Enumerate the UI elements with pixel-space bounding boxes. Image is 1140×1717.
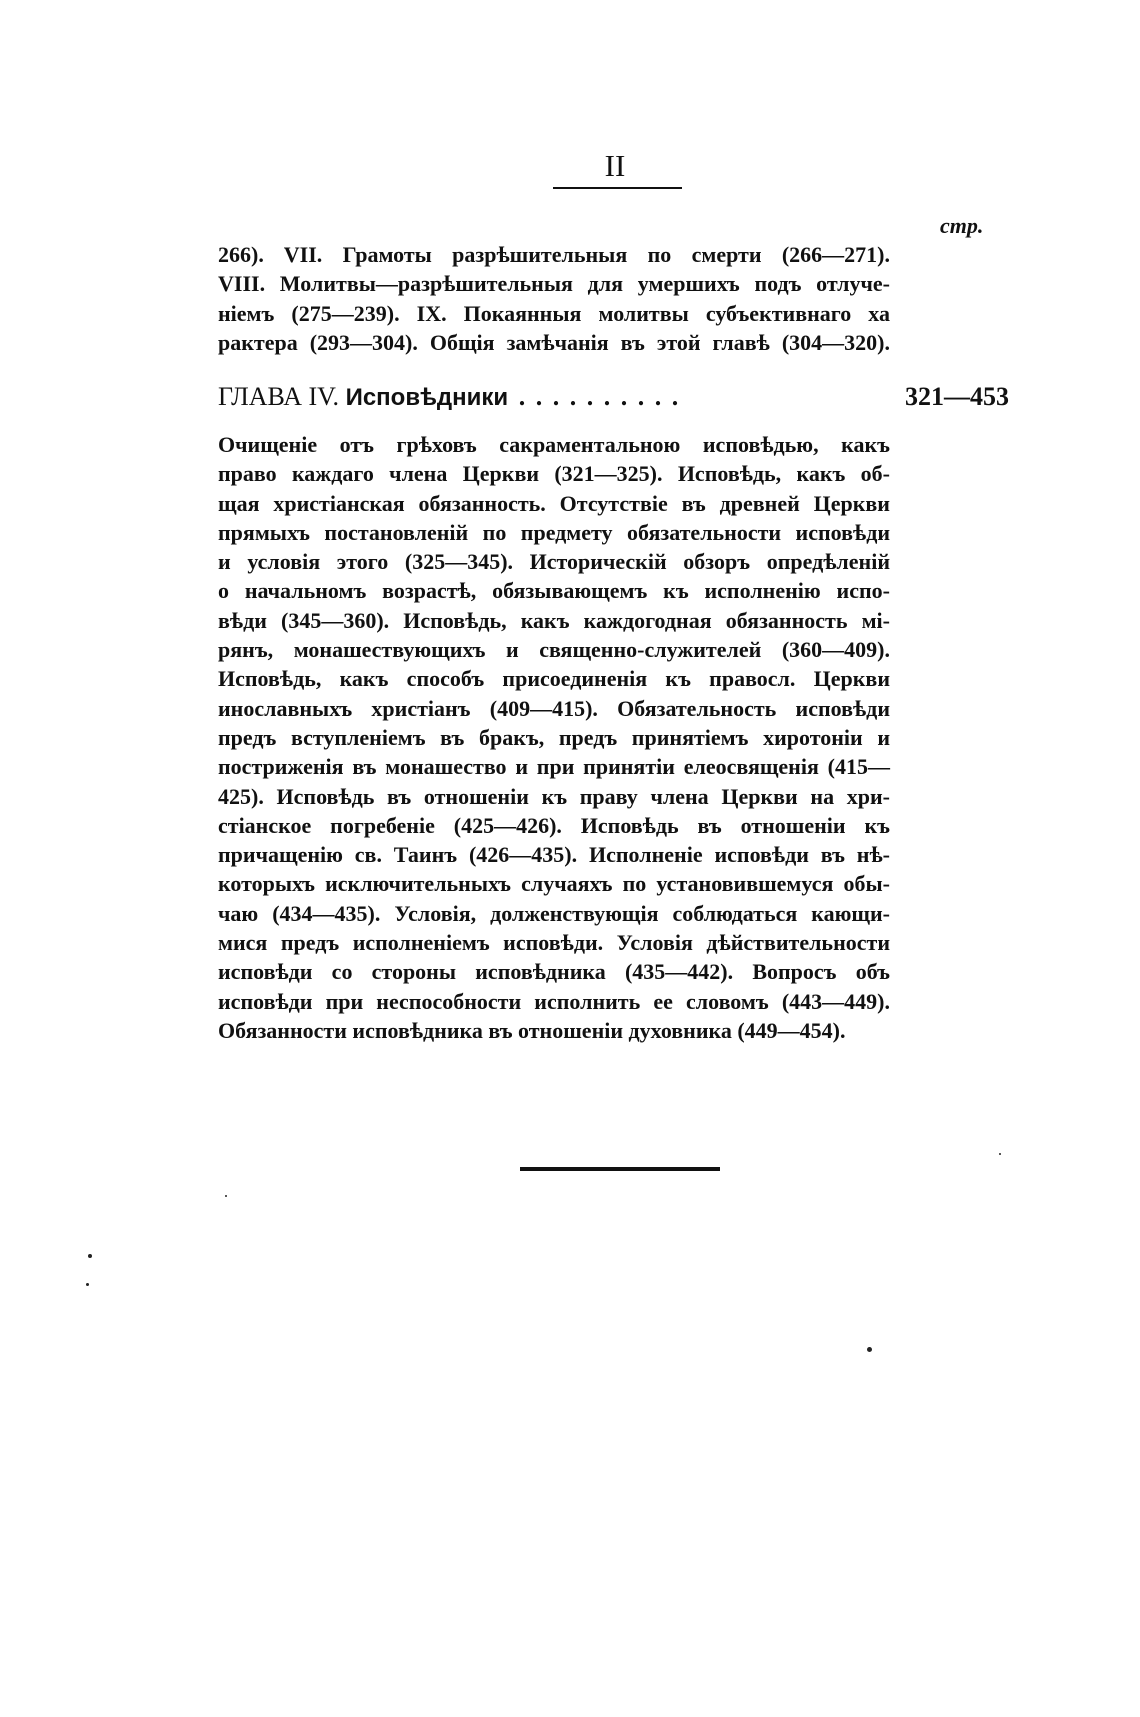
text-line: о начальномъ возрастѣ, обязывающемъ къ исполненію испо-	[218, 578, 890, 604]
scan-speck	[86, 1283, 89, 1286]
text-line: 425). Исповѣдь въ отношеніи къ праву члена Церкви на хри-	[218, 783, 890, 809]
chapter-page-range: 321—453	[905, 382, 1009, 411]
text-line: щая христіанская обязанность. Отсутствіе въ древней Церкви	[218, 490, 890, 516]
chapter-title: Исповѣдники	[345, 384, 509, 411]
page-number-rule	[553, 187, 682, 189]
chapter-label: ГЛАВА IV.	[218, 382, 340, 411]
text-line: 266). VII. Грамоты разрѣшительныя по смерти (266—271).	[218, 242, 890, 267]
text-line: вѣди (345—360). Исповѣдь, какъ каждогодная обязанность мі-	[218, 607, 890, 633]
continuation-paragraph	[218, 240, 890, 357]
text-line: и условія этого (325—345). Историческій обзоръ опредѣленій	[218, 549, 890, 575]
text-line: мися предъ исполненіемъ исповѣди. Условія дѣйствительности	[218, 930, 890, 956]
text-line: ніемъ (275—239). IX. Покаянныя молитвы субъективнаго ха	[218, 300, 890, 326]
text-line: исповѣди при неспособности исполнить ее словомъ (443—449).	[218, 988, 890, 1014]
text-line: Обязанности исповѣдника въ отношеніи духовника (449—454).	[218, 1017, 846, 1043]
scan-speck	[225, 1195, 227, 1197]
chapter-heading	[218, 380, 1018, 414]
text-line: предъ вступленіемъ въ бракъ, предъ принятіемъ хиротоніи и	[218, 724, 890, 750]
text-line: стіанское погребеніе (425—426). Исповѣдь въ отношеніи къ	[218, 812, 890, 838]
text-line: право каждаго члена Церкви (321—325). Исповѣдь, какъ об-	[218, 461, 890, 487]
text-line: VIII. Молитвы—разрѣшительныя для умершихъ подъ отлуче-	[218, 271, 890, 297]
text-line: Очищеніе отъ грѣховъ сакраментальною исповѣдью, какъ	[218, 432, 890, 457]
scan-speck	[867, 1347, 872, 1352]
scan-speck	[999, 1153, 1001, 1155]
end-rule	[520, 1167, 720, 1171]
text-line: чаю (434—435). Условія, долженствующія соблюдаться кающи-	[218, 900, 890, 926]
text-line: Исповѣдь, какъ способъ присоединенія къ правосл. Церкви	[218, 666, 890, 692]
scan-speck	[88, 1254, 92, 1258]
page-number: II	[604, 148, 626, 183]
chapter-summary-paragraph	[218, 430, 890, 1045]
text-line: постриженія въ монашество и при принятіи елеосвященія (415—	[218, 754, 890, 780]
text-line: причащенію св. Таинъ (426—435). Исполненіе исповѣди въ нѣ-	[218, 842, 890, 868]
column-label: стр.	[940, 213, 984, 238]
text-line: рянъ, монашествующихъ и священно-служителей (360—409).	[218, 637, 890, 663]
text-line: прямыхъ постановленій по предмету обязательности исповѣди	[218, 519, 890, 545]
leader-dots: . . . . . . . . . .	[518, 382, 681, 411]
text-line: рактера (293—304). Общія замѣчанія въ этой главѣ (304—320).	[218, 329, 890, 355]
text-line: исповѣди со стороны исповѣдника (435—442). Вопросъ объ	[218, 959, 890, 985]
text-line: которыхъ исключительныхъ случаяхъ по установившемуся обы-	[218, 871, 890, 897]
text-line: инославныхъ христіанъ (409—415). Обязательность исповѣди	[218, 695, 890, 721]
